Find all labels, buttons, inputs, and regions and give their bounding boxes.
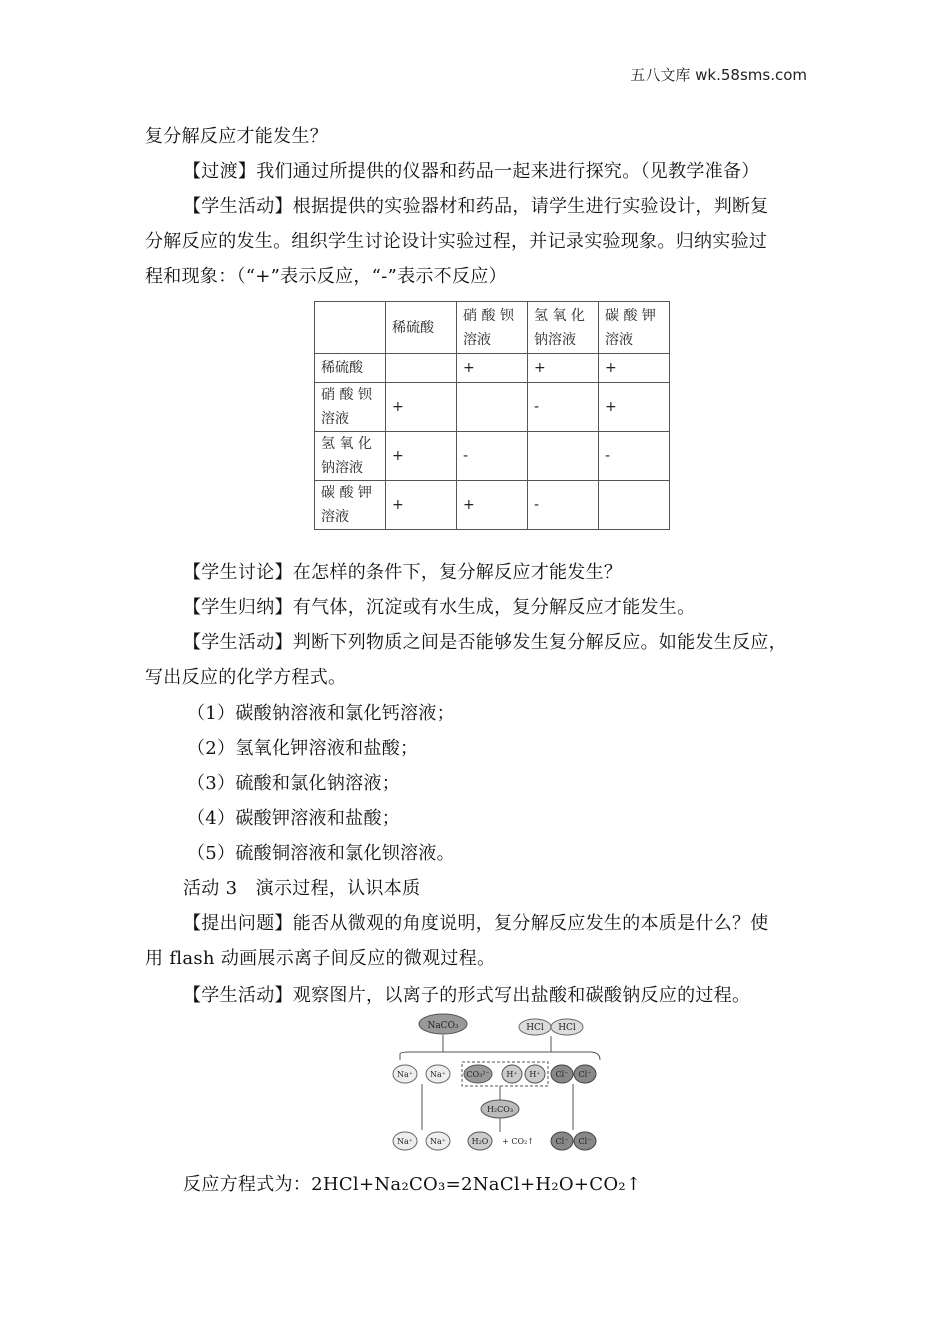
list-item: （5）硫酸铜溶液和氯化钡溶液。 — [187, 843, 455, 864]
table-corner — [315, 302, 386, 354]
paragraph-question: 【提出问题】能否从微观的角度说明，复分解反应发生的本质是什么？使 — [183, 913, 769, 934]
section-heading: 活动 3 演示过程，认识本质 — [183, 878, 421, 899]
table-cell — [599, 481, 670, 530]
reactant-label: HCl — [526, 1023, 544, 1033]
intermediate-label: H₂CO₃ — [486, 1105, 514, 1114]
row-header: 氢 氧 化 钠溶液 — [315, 432, 386, 481]
table-cell: - — [528, 481, 599, 530]
ion-label: Na⁺ — [397, 1070, 413, 1079]
paragraph-discussion: 【学生讨论】在怎样的条件下，复分解反应才能发生？ — [183, 562, 623, 583]
table-cell: - — [457, 432, 528, 481]
product-label: Cl⁻ — [555, 1137, 569, 1146]
table-cell: + — [386, 481, 457, 530]
row-header: 硝 酸 钡 溶液 — [315, 383, 386, 432]
ion-label: H⁺ — [529, 1070, 541, 1079]
paragraph: 写出反应的化学方程式。 — [145, 667, 347, 688]
ion-label: H⁺ — [506, 1070, 518, 1079]
product-label: Na⁺ — [430, 1137, 446, 1146]
list-item: （1）碳酸钠溶液和氯化钙溶液； — [187, 703, 455, 724]
equation-line: 反应方程式为：2HCl+Na₂CO₃=2NaCl+H₂O+CO₂↑ — [183, 1174, 642, 1195]
ion-label: Na⁺ — [430, 1070, 446, 1079]
paragraph-summary: 【学生归纳】有气体，沉淀或有水生成，复分解反应才能发生。 — [183, 597, 696, 618]
ion-label: Cl⁻ — [578, 1070, 592, 1079]
table-cell: + — [457, 354, 528, 383]
paragraph-transition: 【过渡】我们通过所提供的仪器和药品一起来进行探究。（见教学准备） — [183, 161, 760, 182]
paragraph: 用 flash 动画展示离子间反应的微观过程。 — [145, 948, 496, 969]
list-item: （3）硫酸和氯化钠溶液； — [187, 773, 401, 794]
col-header: 碳 酸 钾 溶液 — [599, 302, 670, 354]
reactant-label: HCl — [558, 1023, 576, 1033]
product-label: H₂O — [471, 1137, 489, 1146]
table-cell — [457, 383, 528, 432]
table-cell: + — [528, 354, 599, 383]
paragraph: 程和现象：（“+”表示反应，“-”表示不反应） — [145, 266, 507, 287]
table-cell: + — [599, 354, 670, 383]
reactant-label: NaCO₃ — [427, 1021, 459, 1031]
product-label: + CO₂↑ — [502, 1137, 534, 1146]
paragraph: 分解反应的发生。组织学生讨论设计实验过程，并记录实验现象。归纳实验过 — [145, 231, 768, 252]
paragraph-activity: 【学生活动】观察图片，以离子的形式写出盐酸和碳酸钠反应的过程。 — [183, 985, 751, 1006]
table-cell: + — [599, 383, 670, 432]
table-cell — [386, 354, 457, 383]
page-header: 五八文库 wk.58sms.com — [630, 66, 807, 84]
col-header: 氢 氧 化 钠溶液 — [528, 302, 599, 354]
paragraph-activity: 【学生活动】根据提供的实验器材和药品，请学生进行实验设计，判断复 — [183, 196, 769, 217]
list-item: （2）氢氧化钾溶液和盐酸； — [187, 738, 419, 759]
table-cell: + — [386, 383, 457, 432]
bracket-line — [400, 1052, 600, 1060]
ion-label: CO₃²⁻ — [466, 1070, 490, 1079]
ion-label: Cl⁻ — [555, 1070, 569, 1079]
table-cell — [528, 432, 599, 481]
product-label: Cl⁻ — [578, 1137, 592, 1146]
ion-reaction-diagram — [390, 1008, 605, 1156]
row-header: 碳 酸 钾 溶液 — [315, 481, 386, 530]
col-header: 硝 酸 钡 溶液 — [457, 302, 528, 354]
list-item: （4）碳酸钾溶液和盐酸； — [187, 808, 401, 829]
table-cell: + — [386, 432, 457, 481]
product-label: Na⁺ — [397, 1137, 413, 1146]
table-cell: + — [457, 481, 528, 530]
reaction-table — [314, 301, 670, 530]
table-cell: - — [528, 383, 599, 432]
col-header: 稀硫酸 — [386, 302, 457, 354]
row-header: 稀硫酸 — [315, 354, 386, 383]
table-cell: - — [599, 432, 670, 481]
paragraph-activity: 【学生活动】判断下列物质之间是否能够发生复分解反应。如能发生反应， — [183, 632, 787, 653]
paragraph: 复分解反应才能发生？ — [145, 126, 328, 147]
